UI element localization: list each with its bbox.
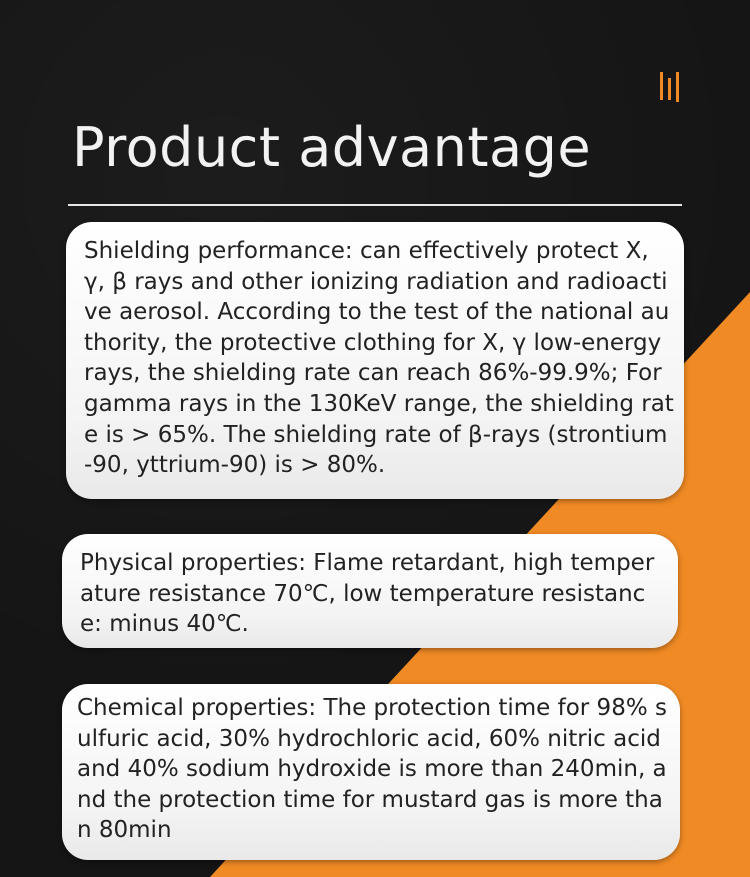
shielding-performance-text: Shielding performance: can effectively protect X, γ, β rays and other ionizing radiation and radioactive aerosol. According to the test of the national authority, the protective clothing for X, γ low-energy rays, the shielding rate can reach 86%-99.9%; For gamma rays in the 130KeV range, the shielding rate is > 65%. The shielding rate of β-rays (strontium-90, yttrium-90) is > 80%.: [84, 238, 674, 479]
page-title: Product advantage: [72, 116, 592, 179]
physical-properties-card: [62, 534, 678, 648]
physical-properties-text: Physical properties: Flame retardant, high temperature resistance 70℃, low temperature resistance: minus 40℃.: [80, 550, 655, 638]
chemical-properties-text: Chemical properties: The protection time for 98% sulfuric acid, 30% hydrochloric acid, 60% nitric acid and 40% sodium hydroxide is more than 240min, and the protection time for mustard gas is more than 80min: [77, 695, 667, 844]
chemical-properties-card: [62, 684, 680, 860]
shielding-performance-card: [66, 222, 684, 499]
title-divider: [68, 204, 682, 206]
bar-logo-icon: [660, 72, 684, 102]
